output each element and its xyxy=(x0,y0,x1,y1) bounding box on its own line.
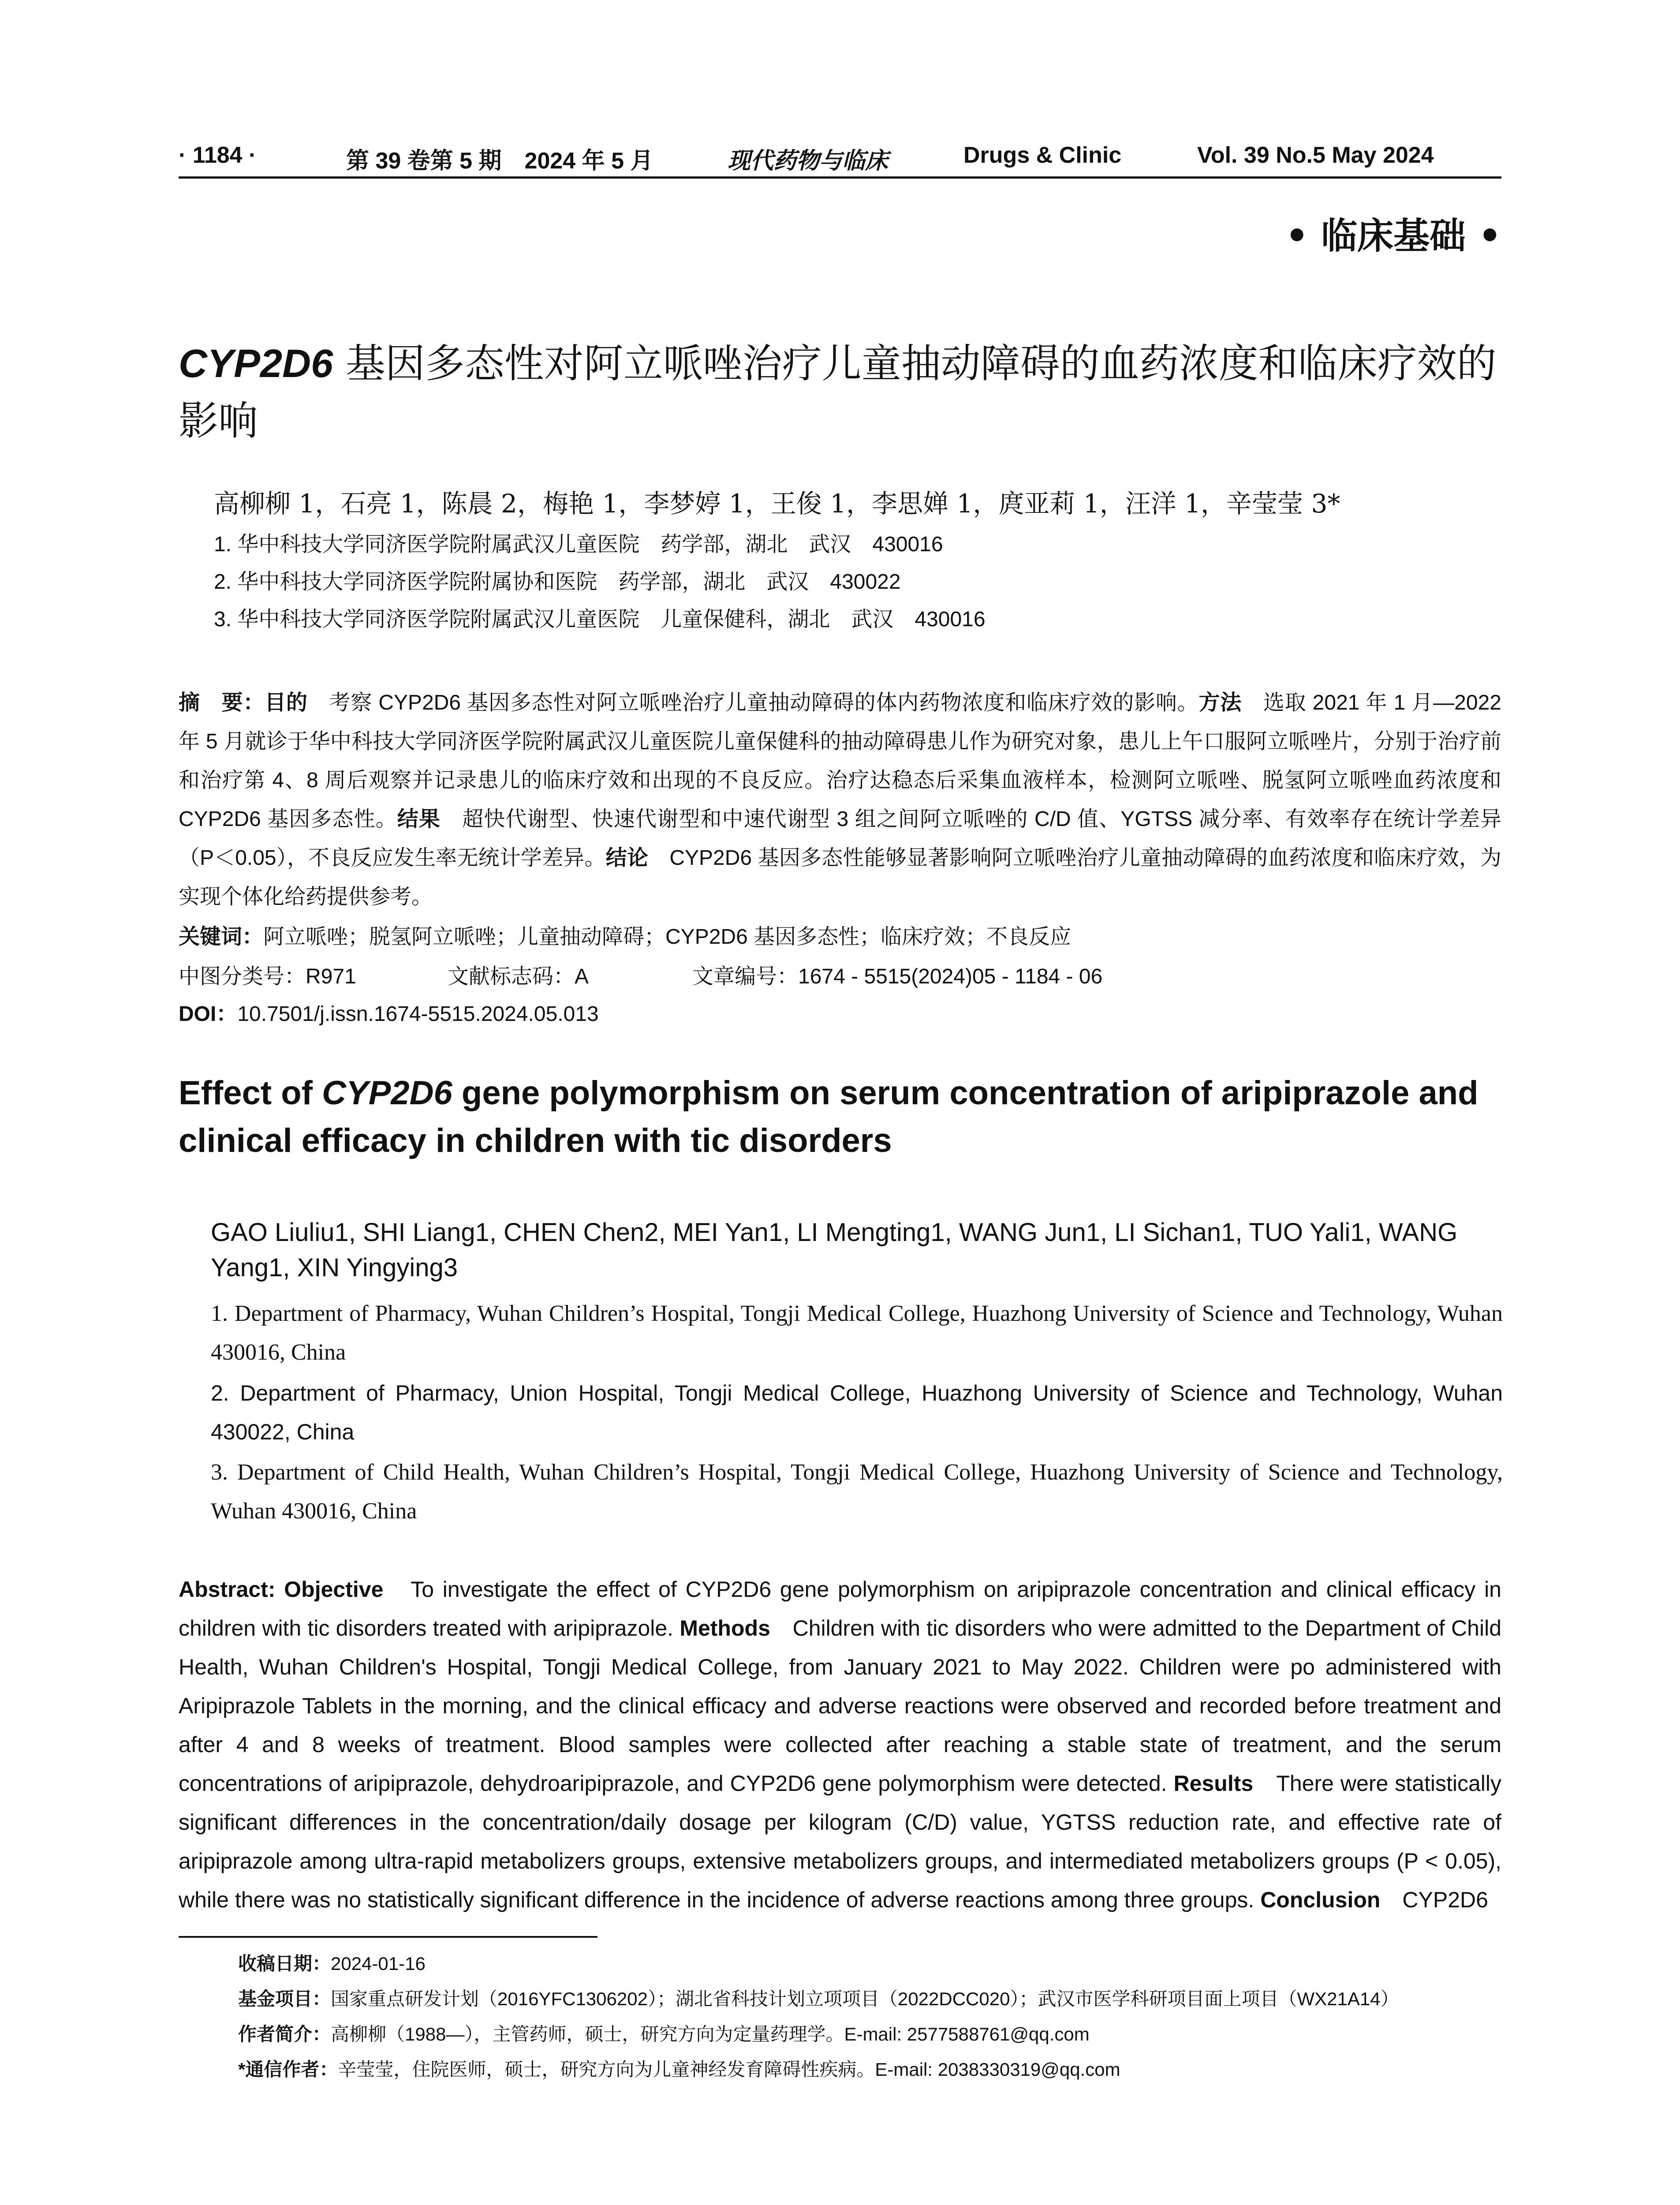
en-authors: GAO Liuliu1, SHI Liang1, CHEN Chen2, MEI Yan1, LI Mengting1, WANG Jun1, LI Sichan1, TUO Yali1, WANG Yang1, XIN Yingying3 xyxy=(211,1218,1458,1282)
en-results: There were statistically significant differences in the concentration/daily dosage per kilogram (C/D) value, YGTSS reduction rate, and effective rate of aripiprazole among ultra-rapid metabolizers groups, extensive metabolizers groups, and intermediated metabolizers groups (P < 0.05), while there was no statistically significant difference in the incidence of adverse reactions among three groups. xyxy=(179,1771,1502,1912)
received-label: 收稿日期： xyxy=(238,1953,331,1974)
en-conclusion-label: Conclusion xyxy=(1260,1887,1381,1912)
doi-line xyxy=(179,997,599,1027)
keywords-line xyxy=(179,919,1071,950)
author-text: 高柳柳（1988—），主管药师，硕士，研究方向为定量药理学。E-mail: 2577588761@qq.com xyxy=(331,2024,1090,2044)
cn-abstract-label: 摘 要： xyxy=(179,691,265,714)
author-label: 作者简介： xyxy=(238,2024,331,2044)
clc-value: R971 xyxy=(306,965,356,988)
clc-label: 中图分类号： xyxy=(179,965,306,988)
corresponding-text: 辛莹莹，住院医师，硕士，研究方向为儿童神经发育障碍性疾病。E-mail: 2038330319@qq.com xyxy=(338,2059,1120,2080)
doc-label: 文献标志码： xyxy=(448,965,575,988)
classification-line xyxy=(179,959,1103,990)
cn-authors: 高柳柳 1，石亮 1，陈晨 2，梅艳 1，李梦婷 1，王俊 1，李思婵 1，庹亚莉 1，汪洋 1，辛莹莹 3* xyxy=(214,489,1340,519)
footnote-rule xyxy=(179,1936,597,1938)
en-conclusion: CYP2D6 xyxy=(1380,1887,1488,1912)
cn-title xyxy=(179,335,1501,450)
doc-value: A xyxy=(575,965,589,988)
en-title-part2: gene polymorphism on serum concentration of aripiprazole and clinical efficacy in children with tic disorders xyxy=(179,1074,1478,1159)
running-header xyxy=(179,142,1501,173)
cn-results-label: 结果 xyxy=(397,807,441,831)
en-results-label: Results xyxy=(1173,1771,1254,1796)
fund-text: 国家重点研发计划（2016YFC1306202）；湖北省科技计划立项项目（2022DCC020）；武汉市医学科研项目面上项目（WX21A14） xyxy=(331,1988,1399,2009)
cn-conclusion-label: 结论 xyxy=(605,846,649,870)
cn-conclusion: CYP2D6 基因多态性能够显著影响阿立哌唑治疗儿童抽动障碍的血药浓度和临床疗效，为实现个体化给药提供参考。 xyxy=(179,846,1501,908)
doi-value: 10.7501/j.issn.1674-5515.2024.05.013 xyxy=(237,1002,599,1026)
article-value: 1674 - 5515(2024)05 - 1184 - 06 xyxy=(798,965,1103,988)
section-tag: • 临床基础 • xyxy=(1285,215,1501,257)
corresponding-label: *通信作者： xyxy=(238,2059,338,2080)
journal-name-cn: 现代药物与临床 xyxy=(728,147,889,174)
footnote-received xyxy=(238,1949,426,1976)
page-number: · 1184 · xyxy=(179,142,257,168)
cn-affiliation-3: 3. 华中科技大学同济医学院附属武汉儿童医院 儿童保健科，湖北 武汉 430016 xyxy=(214,608,986,631)
en-methods: Children with tic disorders who were admitted to the Department of Child Health, Wuhan Children's Hospital, Tongji Medical College, from January 2021 to May 2022. Children were po administered with Aripiprazole Tablets in the morning, and the clinical efficacy and adverse reactions were observed and recorded before treatment and after 4 and 8 weeks of treatment. Blood samples were collected after reaching a stable state of treatment, and the serum concentrations of aripiprazole, dehydroaripiprazole, and CYP2D6 gene polymorphism were detected. xyxy=(179,1616,1502,1796)
article-label: 文章编号： xyxy=(692,965,799,988)
article-number xyxy=(692,959,1102,990)
cn-results: 超快代谢型、快速代谢型和中速代谢型 3 组之间阿立哌唑的 C/D 值、YGTSS 减分率、有效率存在统计学差异（P＜0.05），不良反应发生率无统计学差异。 xyxy=(179,807,1501,870)
en-title-part1: Effect of xyxy=(179,1074,322,1112)
en-affiliation-1: 1. Department of Pharmacy, Wuhan Children’s Hospital, Tongji Medical College, Huazhong University of Science and Technology, Wuhan 430016, China xyxy=(211,1301,1503,1365)
keywords-text: 阿立哌唑；脱氢阿立哌唑；儿童抽动障碍；CYP2D6 基因多态性；临床疗效；不良反应 xyxy=(263,925,1071,949)
footnote-corresponding xyxy=(238,2055,1120,2082)
header-rule xyxy=(179,176,1501,179)
fund-label: 基金项目： xyxy=(238,1988,331,2009)
cn-affiliation-1: 1. 华中科技大学同济医学院附属武汉儿童医院 药学部，湖北 武汉 430016 xyxy=(214,533,943,556)
doi-label: DOI： xyxy=(179,1002,238,1026)
en-affiliation-2: 2. Department of Pharmacy, Union Hospital, Tongji Medical College, Huazhong University of Science and Technology, Wuhan 430022, China xyxy=(211,1381,1503,1444)
issue-cn: 第 39 卷第 5 期 2024 年 5 月 xyxy=(346,148,653,174)
cn-title-gene: CYP2D6 xyxy=(179,342,333,386)
en-abstract xyxy=(179,1570,1501,1919)
cn-title-text: 基因多态性对阿立哌唑治疗儿童抽动障碍的血药浓度和临床疗效的影响 xyxy=(179,340,1497,444)
doc-code xyxy=(448,959,589,990)
cn-affiliation-2: 2. 华中科技大学同济医学院附属协和医院 药学部，湖北 武汉 430022 xyxy=(214,570,901,594)
en-objective: To investigate the effect of CYP2D6 gene polymorphism on aripiprazole concentration and clinical efficacy in children with tic disorders treated with aripiprazole. xyxy=(179,1577,1501,1641)
keywords-label: 关键词： xyxy=(179,925,264,949)
cn-abstract xyxy=(179,684,1501,916)
cn-objective: 考察 CYP2D6 基因多态性对阿立哌唑治疗儿童抽动障碍的体内药物浓度和临床疗效的影响。 xyxy=(307,691,1199,714)
footnote-author xyxy=(238,2020,1090,2046)
received-date: 2024-01-16 xyxy=(331,1953,426,1974)
cn-objective-label: 目的 xyxy=(265,691,308,714)
en-title-gene: CYP2D6 xyxy=(322,1074,452,1112)
en-title xyxy=(179,1069,1501,1165)
footnote-fund xyxy=(238,1984,1399,2011)
journal-name-en: Drugs & Clinic xyxy=(963,142,1122,168)
cn-methods-label: 方法 xyxy=(1198,691,1242,714)
en-affiliation-3: 3. Department of Child Health, Wuhan Children’s Hospital, Tongji Medical College, Huazhong University of Science and Technology, Wuhan 430016, China xyxy=(211,1460,1503,1524)
cn-methods: 选取 2021 年 1 月—2022 年 5 月就诊于华中科技大学同济医学院附属武汉儿童医院儿童保健科的抽动障碍患儿作为研究对象，患儿上午口服阿立哌唑片，分别于治疗前和治疗第 4、8 周后观察并记录患儿的临床疗效和出现的不良反应。治疗达稳态后采集血液样本，检测阿立哌唑、脱氢阿立哌唑血药浓度和 CYP2D6 基因多态性。 xyxy=(179,691,1501,831)
issue-en: Vol. 39 No.5 May 2024 xyxy=(1197,142,1434,168)
en-abstract-label: Abstract: xyxy=(179,1577,284,1602)
en-objective-label: Objective xyxy=(284,1577,384,1602)
en-methods-label: Methods xyxy=(679,1616,770,1641)
